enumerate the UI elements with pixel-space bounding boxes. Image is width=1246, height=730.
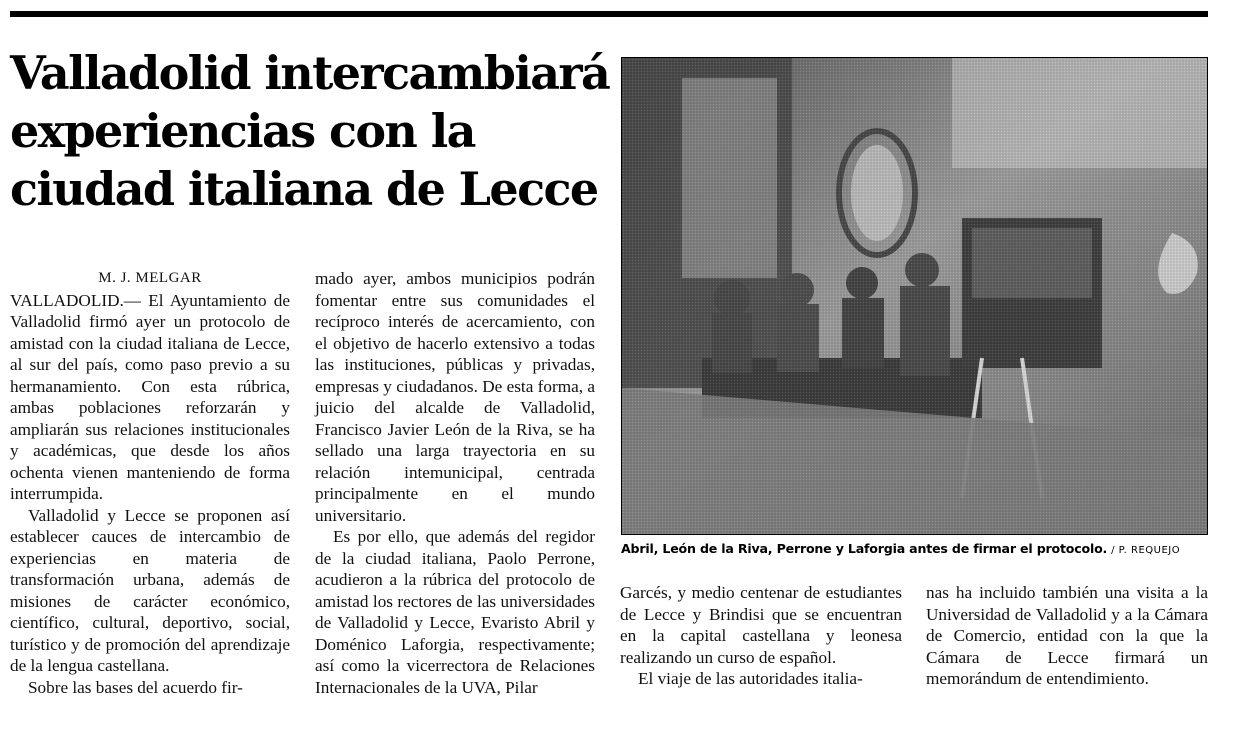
paragraph-1 — [10, 290, 290, 505]
paragraph-5-cont: nas ha incluido también una visita a la Universidad de Valladolid y a la Cámara de Comercio, entidad con la que la Cámara de Lecce firmará un memorándum de entendimiento. — [926, 583, 1208, 688]
headline-line-3: ciudad italiana de Lecce — [10, 162, 598, 216]
dateline: VALLADOLID.— — [10, 290, 141, 310]
paragraph-1-text: El Ayuntamiento de Valladolid firmó ayer un protocolo de amistad con la ciudad italiana de Lecce, al sur del país, como paso previo a su hermanamiento. Con esta rúbrica, ambas poblaciones reforzarán y ampliarán sus relaciones institucionales y académicas, que desde los años ochenta vienen manteniendo de forma interrumpida. — [10, 290, 290, 503]
article-photo — [621, 57, 1208, 535]
byline: M. J. MELGAR — [98, 270, 202, 286]
paragraph-3-cont: mado ayer, ambos municipios podrán fomentar entre sus comunidades el recíproco interés de acercamiento, con el objetivo de hacerlo extensivo a todas las instituciones, públicas y privadas, empresas y ciudadanos. De esta forma, a juicio del alcalde de Valladolid, Francisco Javier León de la Riva, se ha sellado una larga trayectoria en su relación intemunicipal, centrada principalmente en el mundo universitario. — [315, 269, 595, 525]
text-column-4 — [926, 582, 1208, 690]
photo-image — [622, 58, 1208, 535]
paragraph-2: Valladolid y Lecce se proponen así establecer cauces de intercambio de experiencias en materia de transformación urbana, además de misiones de carácter económico, científico, cultural, deportivo, social, turístico y de promoción del aprendizaje de la lengua castellana. — [10, 505, 290, 675]
caption-text: Abril, León de la Riva, Perrone y Laforgia antes de firmar el protocolo. — [621, 541, 1108, 556]
text-column-3 — [620, 582, 902, 690]
photo-credit: / P. REQUEJO — [1111, 545, 1181, 556]
text-column-2 — [315, 268, 595, 698]
headline-line-1: Valladolid intercambiará — [10, 46, 610, 100]
photo-caption — [621, 541, 1221, 556]
headline-line-2: experiencias con la — [10, 104, 475, 158]
paragraph-4-cont: Garcés, y medio centenar de estudiantes de Lecce y Brindisi que se encuentran en la capital castellana y leonesa realizando un curso de español. — [620, 583, 902, 667]
top-rule — [10, 11, 1208, 17]
paragraph-4-start: Es por ello, que además del regidor de la ciudad italiana, Paolo Perrone, acudieron a la rúbrica del protocolo de amistad los rectores de las universidades de Valladolid y Lecce, Evaristo Abril y Doménico Laforgia, respectivamente; así como la vicerrectora de Relaciones Internacionales de la UVA, Pilar — [315, 527, 595, 697]
headline — [10, 44, 610, 218]
paragraph-5-start: El viaje de las autoridades italia- — [638, 669, 863, 688]
paragraph-3-start: Sobre las bases del acuerdo fir- — [28, 677, 243, 697]
text-column-1 — [10, 268, 290, 698]
